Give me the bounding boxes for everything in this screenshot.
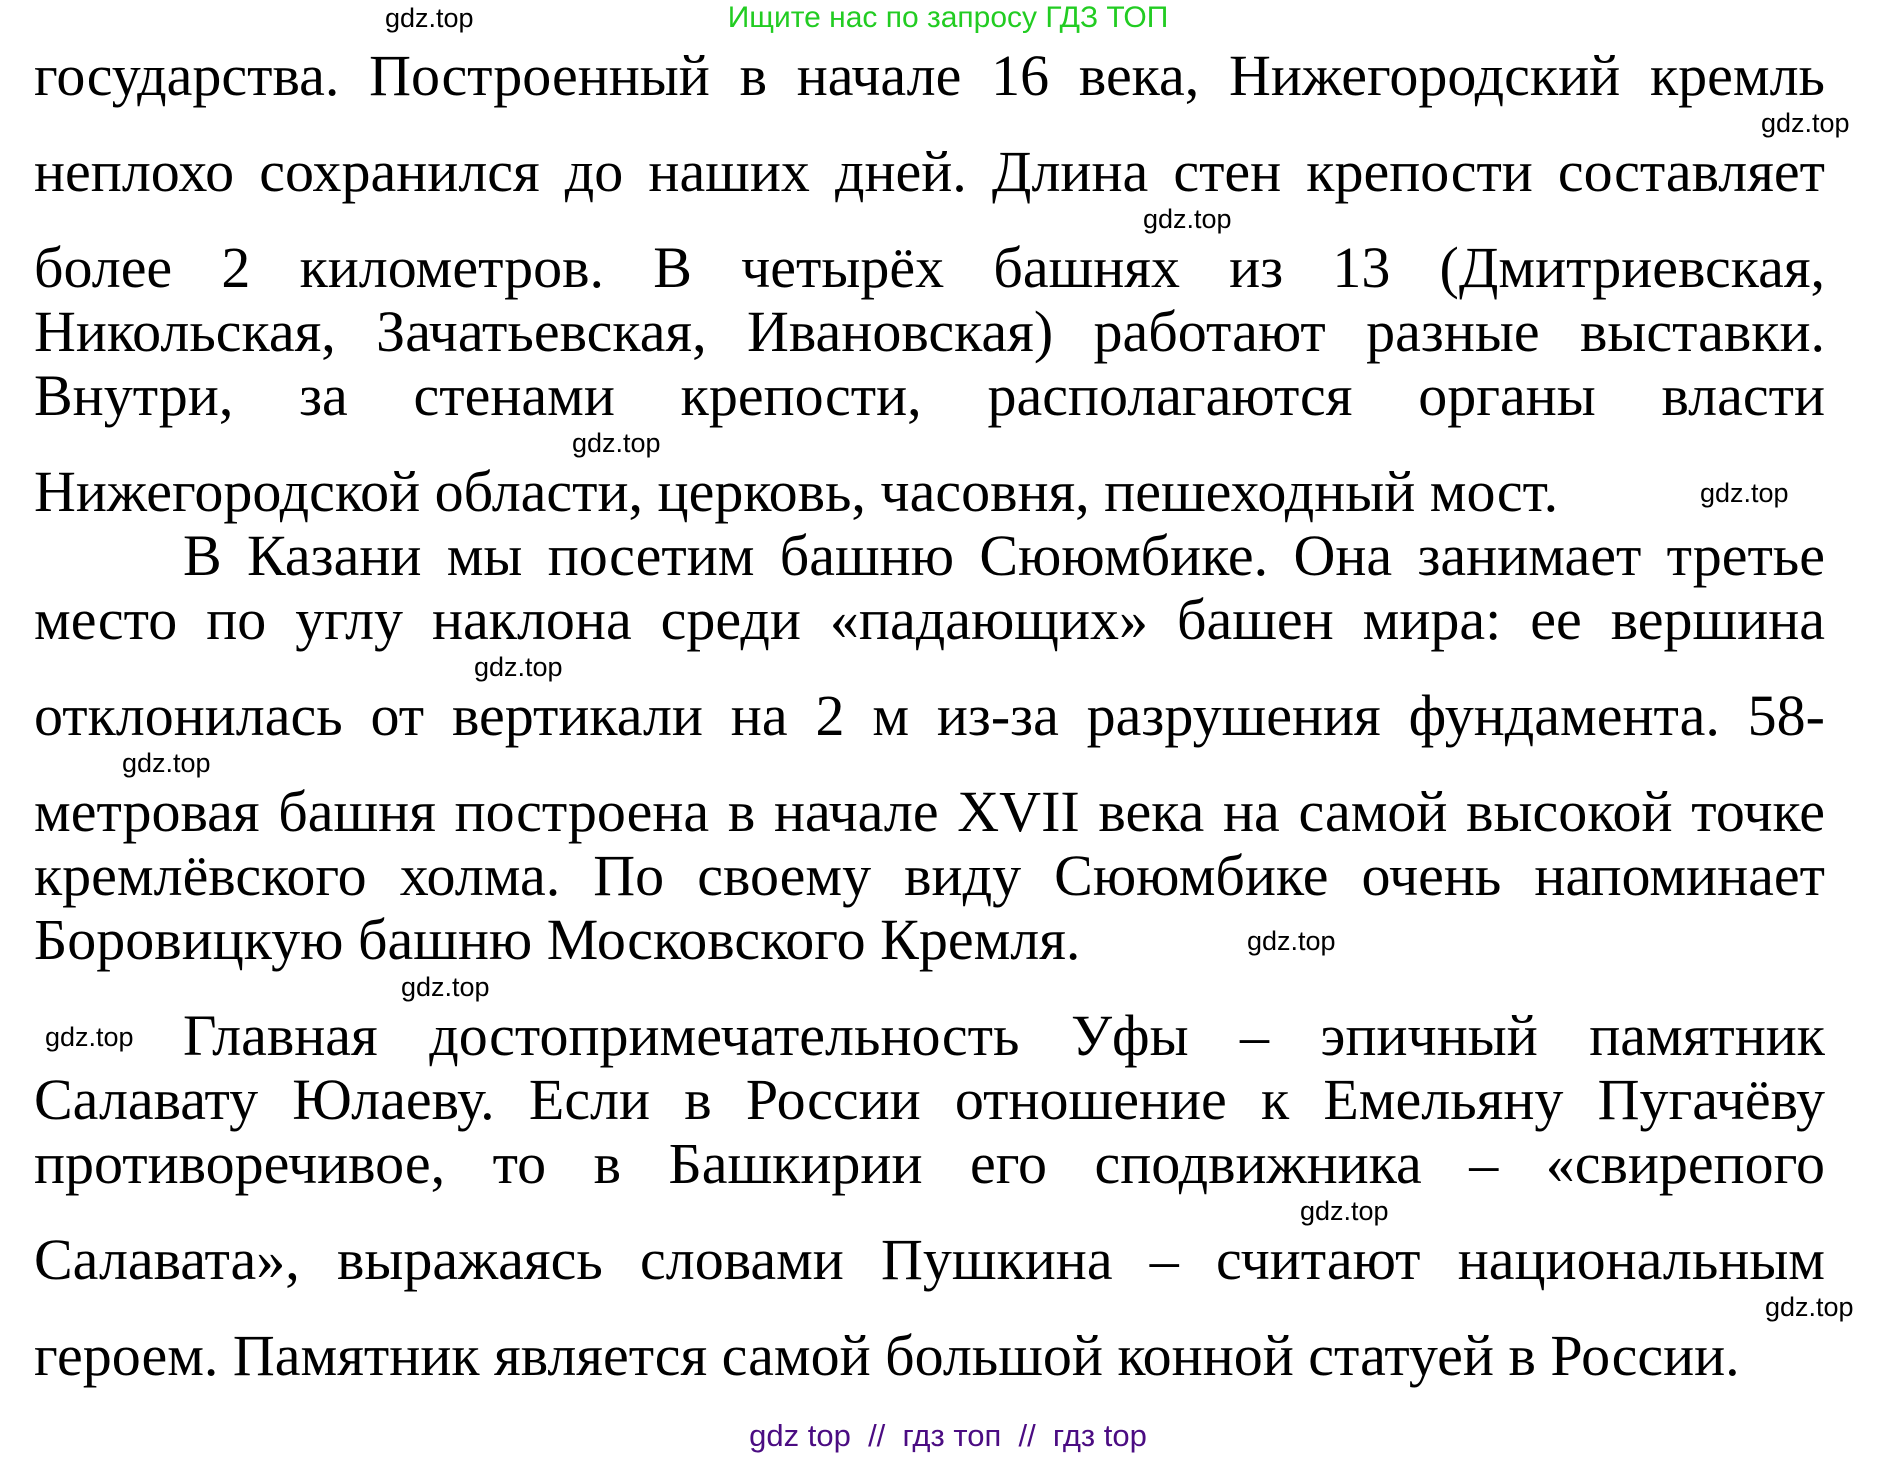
text-line: кремлёвского холма. По своему виду Сююмбике очень напоминает — [34, 843, 1825, 908]
search-hint-banner: Ищите нас по запросу ГДЗ ТОП — [727, 1, 1169, 34]
watermark: gdz.top — [122, 748, 211, 778]
watermark: gdz.top — [401, 972, 490, 1002]
text-line: неплохо сохранился до наших дней. Длина стен крепости составляет — [34, 139, 1825, 204]
text-line: метровая башня построена в начале XVII века на самой высокой точке — [34, 779, 1825, 844]
footer-links: gdz top // гдз топ // гдз top — [749, 1418, 1147, 1453]
watermark: gdz.top — [1761, 108, 1850, 138]
watermark: gdz.top — [1765, 1292, 1854, 1322]
text-line: Нижегородской области, церковь, часовня, пешеходный мост. — [34, 459, 1559, 524]
text-line: Боровицкую башню Московского Кремля. — [34, 907, 1081, 972]
text-line: противоречивое, то в Башкирии его сподвижника – «свирепого — [34, 1131, 1825, 1196]
text-line: Главная достопримечательность Уфы – эпичный памятник — [183, 1003, 1825, 1068]
watermark: gdz.top — [474, 652, 563, 682]
text-line: отклонилась от вертикали на 2 м из-за разрушения фундамента. 58- — [34, 683, 1825, 748]
text-line: В Казани мы посетим башню Сююмбике. Она занимает третье — [183, 523, 1825, 588]
watermark: gdz.top — [1247, 926, 1336, 956]
text-line: героем. Памятник является самой большой конной статуей в России. — [34, 1323, 1740, 1388]
watermark: gdz.top — [1300, 1196, 1389, 1226]
watermark: gdz.top — [385, 3, 474, 33]
text-line: место по углу наклона среди «падающих» башен мира: ее вершина — [34, 587, 1825, 652]
watermark: gdz.top — [572, 428, 661, 458]
watermark: gdz.top — [1700, 478, 1789, 508]
watermark: gdz.top — [1143, 204, 1232, 234]
text-line: Никольская, Зачатьевская, Ивановская) работают разные выставки. — [34, 299, 1825, 364]
watermark: gdz.top — [45, 1022, 134, 1052]
text-line: Салавату Юлаеву. Если в России отношение к Емельяну Пугачёву — [34, 1067, 1825, 1132]
text-line: более 2 километров. В четырёх башнях из 13 (Дмитриевская, — [34, 235, 1825, 300]
text-line: государства. Построенный в начале 16 века, Нижегородский кремль — [34, 43, 1825, 108]
text-line: Салавата», выражаясь словами Пушкина – считают национальным — [34, 1227, 1825, 1292]
text-line: Внутри, за стенами крепости, располагаются органы власти — [34, 363, 1825, 428]
